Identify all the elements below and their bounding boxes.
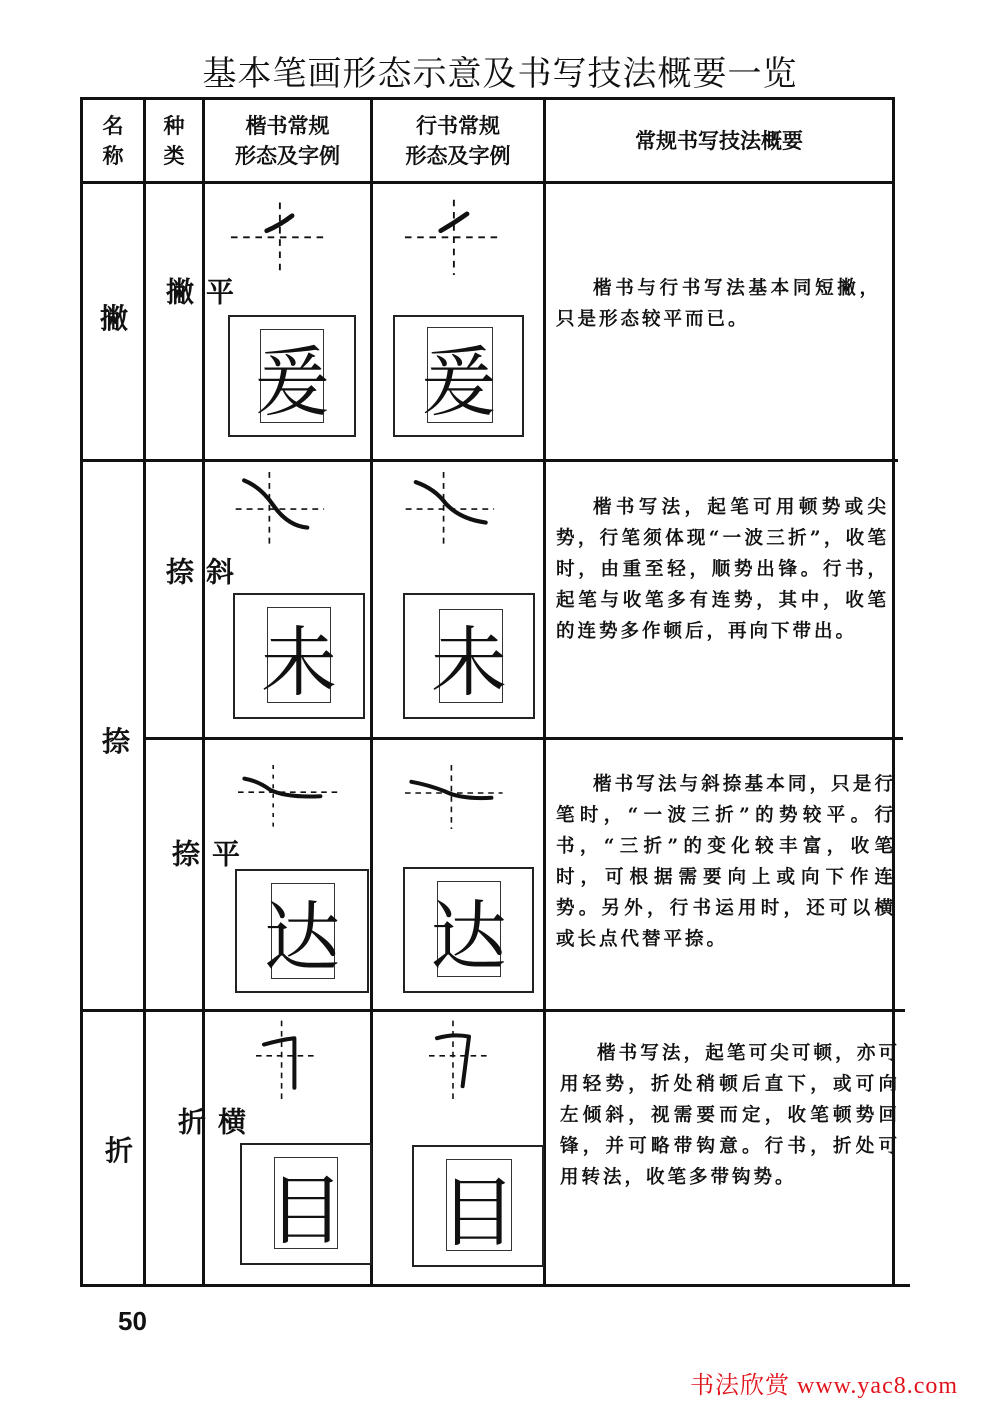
kaishu-hengzhe-example-box [240,1143,372,1265]
kaishu-pingpie-stroke-diagram [228,195,328,275]
xingshu-xiena-example-box [403,593,535,719]
xingshu-pingna-stroke-diagram [405,757,505,837]
kaishu-pingna-stroke-diagram [238,757,338,837]
table-border-left [80,97,83,1287]
xingshu-pingpie-stroke-diagram [402,195,502,275]
col-divider-3 [370,97,373,1287]
xingshu-pingna-example-box [403,867,534,993]
kaishu-xiena-example-box [233,593,365,719]
col-divider-1 [143,97,146,1287]
row-divider-2 [143,737,903,740]
xingshu-hengzhe-example-box [412,1145,544,1267]
stroke-type-hengzhe: 横折 [174,1107,247,1137]
xingshu-pingpie-example-char: 爰 [420,337,497,427]
kaishu-xiena-stroke-diagram [232,472,332,552]
xingshu-xiena-stroke-diagram [402,472,502,552]
xingshu-pingna-example-char: 达 [430,891,507,981]
stroke-name-pie: 撇 [100,302,129,335]
stroke-type-pingpie: 平撇 [162,277,235,307]
stroke-type-xiena: 斜捺 [162,557,235,587]
col-divider-4 [543,97,546,1287]
header-kaishu: 楷书常规 形态及字例 [235,113,340,168]
page-title: 基本笔画形态示意及书写技法概要一览 [202,54,798,94]
kaishu-pingna-example-char: 达 [264,892,340,982]
technique-xiena: 楷书写法，起笔可用顿势或尖势，行笔须体现“一波三折”，收笔时，由重至轻，顺势出锋。行书，起笔与收笔多有连势，其中，收笔的连势多作顿后，再向下带出。 [556,497,889,642]
xingshu-pingpie-example-box [393,315,524,437]
kaishu-pingna-example-box [235,869,369,993]
stroke-type-pingna: 平捺 [168,839,241,869]
kaishu-pingpie-example-box [228,315,356,437]
kaishu-xiena-example-char: 未 [261,617,337,707]
technique-hengzhe: 楷书写法，起笔可尖可顿，亦可用轻势，折处稍顿后直下，或可向左倾斜，视需要而定，收笔顿势回锋，并可略带钩意。行书，折处可用转法，收笔多带钩势。 [560,1043,900,1188]
stroke-name-zhe: 折 [105,1134,134,1167]
kaishu-pingpie-example-char: 爰 [254,337,330,427]
header-type: 种 类 [163,113,185,168]
site-watermark: 书法欣赏 www.yac8.com [690,1373,959,1399]
stroke-name-na: 捺 [102,725,131,758]
page-number: 50 [118,1306,147,1336]
header-technique: 常规书写技法概要 [635,128,803,153]
xingshu-hengzhe-stroke-diagram [415,1019,515,1099]
header-xingshu: 行书常规 形态及字例 [405,113,511,168]
technique-pingpie: 楷书与行书写法基本同短撇，只是形态较平而已。 [556,278,881,330]
kaishu-hengzhe-example-char: 目 [268,1165,344,1255]
technique-pingna: 楷书写法与斜捺基本同，只是行笔时，“一波三折”的势较平。行书，“三折”的变化较丰富，收笔时，可根据需要向上或向下作连势。另外，行书运用时，还可以横或长点代替平捺。 [556,774,896,950]
xingshu-xiena-example-char: 未 [431,617,507,707]
xingshu-hengzhe-example-char: 目 [440,1167,516,1257]
header-name: 名 称 [102,113,124,168]
kaishu-hengzhe-stroke-diagram [242,1019,342,1099]
